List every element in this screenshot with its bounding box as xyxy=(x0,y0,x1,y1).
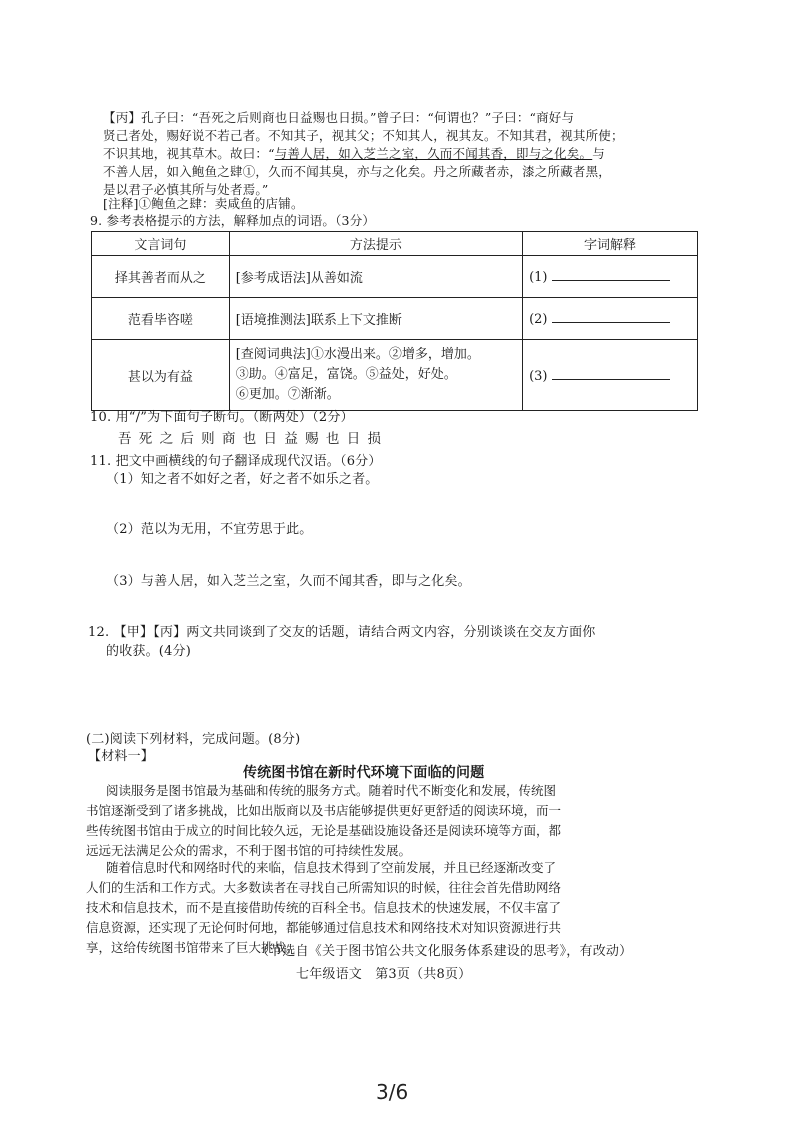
article-title: 传统图书馆在新时代环境下面临的问题 xyxy=(243,765,485,781)
material-label: 【材料一】 xyxy=(88,749,155,764)
q11-prompt: 11. 把文中画横线的句子翻译成现代汉语。（6分） xyxy=(90,454,382,469)
q9-header-answer: 字词解释 xyxy=(523,232,698,256)
q9-row-1-label: (1) xyxy=(529,270,548,285)
q9-row-3 xyxy=(92,340,698,411)
q9-answer-blank-2[interactable] xyxy=(552,310,670,323)
passage-line-3-tail: 与 xyxy=(592,146,605,161)
q9-table-header xyxy=(92,232,698,256)
q9-row-3-method xyxy=(229,340,522,411)
page-indicator: 3/6 xyxy=(376,1080,409,1104)
section2-heading: (二)阅读下列材料，完成问题。(8分) xyxy=(86,732,301,747)
q9-row-1-phrase: 择其善者而从之 xyxy=(92,256,230,298)
para2-line-4: 信息资源，还实现了无论何时何地，都能够通过信息技术和网络技术对知识资源进行共 xyxy=(86,920,562,935)
page-footer: 七年级语文 第3页（共8页） xyxy=(296,967,472,982)
q9-row-1-answer xyxy=(523,256,698,298)
q9-table xyxy=(91,231,698,411)
passage-line-3 xyxy=(103,145,605,163)
passage-note: [注释]①鲍鱼之肆：卖咸鱼的店铺。 xyxy=(103,196,304,211)
q9-row-2-method: [语境推测法]联系上下文推断 xyxy=(229,298,522,340)
underlined-sentence: 与善人居，如入芝兰之室，久而不闻其香，即与之化矣。 xyxy=(274,146,593,161)
q9-row-2-label: (2) xyxy=(529,312,548,327)
q9-answer-blank-1[interactable] xyxy=(552,268,670,281)
passage-line-5: 是以君子必慎其所与处者焉。” xyxy=(103,182,269,197)
q11-item-3: （3）与善人居，如入芝兰之室，久而不闻其香，即与之化矣。 xyxy=(106,574,471,589)
q9-prompt: 9. 参考表格提示的方法，解释加点的词语。（3分） xyxy=(90,213,376,228)
q11-item-1: （1）知之者不如好之者，好之者不如乐之者。 xyxy=(106,472,379,487)
q9-row-3-label: (3) xyxy=(529,368,548,384)
q10-prompt: 10. 用“/”为下面句子断句。（断两处）（2分） xyxy=(90,410,354,425)
q9-row-3-method-line-3: ⑥更加。⑦渐渐。 xyxy=(235,387,340,402)
passage-line-3-lead: 不识其地，视其草木。故曰：“ xyxy=(103,146,275,161)
q10-sentence: 吾 死 之 后 则 商 也 日 益 赐 也 日 损 xyxy=(118,431,383,447)
para2-line-5: 享，这给传统图书馆带来了巨大挑战。 xyxy=(86,940,299,955)
q9-row-3-phrase: 甚以为有益 xyxy=(92,340,230,411)
para2-line-1: 随着信息时代和网络时代的来临，信息技术得到了空前发展，并且已经逐渐改变了 xyxy=(106,860,557,875)
q9-row-1-method: [参考成语法]从善如流 xyxy=(229,256,522,298)
article-source: （节选自《关于图书馆公共文化服务体系建设的思考》，有改动） xyxy=(256,944,633,959)
q9-row-2-phrase: 范看毕咨嗟 xyxy=(92,298,230,340)
para1-line-1: 阅读服务是图书馆最为基础和传统的服务方式。随着时代不断变化和发展，传统图 xyxy=(106,783,557,798)
q9-row-1 xyxy=(92,256,698,298)
para2-line-3: 技术和信息技术，而不是直接借助传统的百科全书。信息技术的快速发展，不仅丰富了 xyxy=(86,900,562,915)
passage-line-4: 不善人居，如入鲍鱼之肆①，久而不闻其臭，亦与之化矣。丹之所藏者赤，漆之所藏者黑， xyxy=(103,164,612,179)
q12-line-1: 12. 【甲】【丙】两文共同谈到了交友的话题，请结合两文内容，分别谈谈在交友方面你 xyxy=(88,625,596,640)
q9-answer-blank-3[interactable] xyxy=(552,367,670,380)
q9-row-3-method-line-1: [查阅词典法]①水漫出来。②增多，增加。 xyxy=(235,347,480,362)
passage-line-1: 【丙】孔子曰：“吾死之后则商也日益赐也日损。”曾子曰：“何谓也？”子曰：“商好与 xyxy=(103,110,575,125)
q9-row-3-method-line-2: ③助。④富足，富饶。⑤益处，好处。 xyxy=(235,367,457,382)
q9-row-2 xyxy=(92,298,698,340)
q9-header-phrase: 文言词句 xyxy=(92,232,230,256)
q11-item-2: （2）范以为无用，不宜劳思于此。 xyxy=(106,522,313,537)
q12-line-2: 的收获。(4分) xyxy=(106,644,192,659)
para1-line-4: 远远无法满足公众的需求，不利于图书馆的可持续性发展。 xyxy=(86,843,412,858)
q9-row-2-answer xyxy=(523,298,698,340)
q9-row-3-answer xyxy=(523,340,698,411)
passage-line-2: 贤己者处，赐好说不若己者。不知其子，视其父；不知其人，视其友。不知其君，视其所使； xyxy=(103,128,624,143)
para1-line-2: 书馆逐渐受到了诸多挑战，比如出版商以及书店能够提供更好更舒适的阅读环境，而一 xyxy=(86,803,562,818)
para1-line-3: 些传统图书馆由于成立的时间比较久远，无论是基础设施设备还是阅读环境等方面，都 xyxy=(86,823,562,838)
q9-header-method: 方法提示 xyxy=(229,232,522,256)
para2-line-2: 人们的生活和工作方式。大多数读者在寻找自己所需知识的时候，往往会首先借助网络 xyxy=(86,880,562,895)
